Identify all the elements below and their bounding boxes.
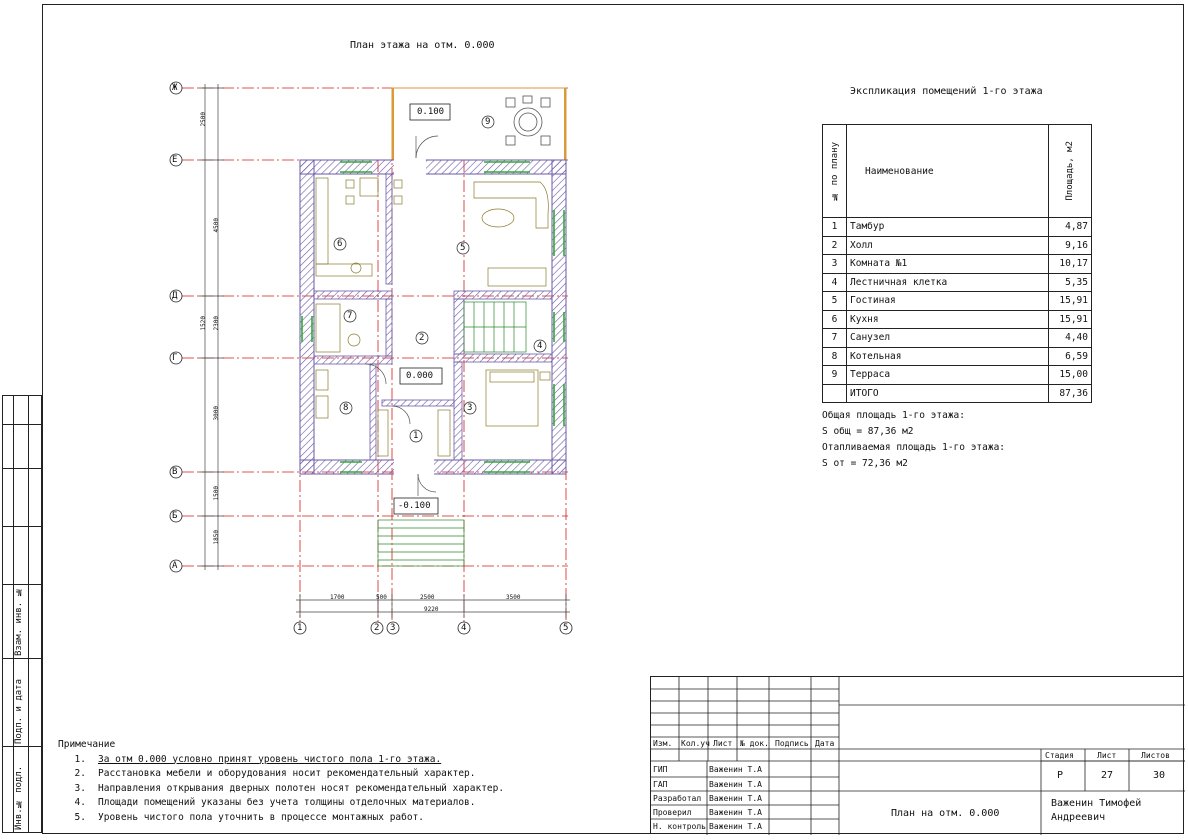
sheets-label: Листов — [1141, 751, 1170, 760]
entrance-steps — [378, 520, 464, 566]
windows — [302, 162, 564, 472]
table-row — [823, 236, 1092, 255]
notes-title: Примечание — [58, 739, 116, 750]
drawing-title: План на отм. 0.000 — [891, 808, 1000, 819]
dim-h-2: 500 — [376, 594, 387, 601]
notes-section — [58, 738, 504, 825]
row-area: 6,59 — [1049, 347, 1092, 366]
sheets-value: 30 — [1153, 770, 1166, 781]
note-number: 5. — [74, 811, 86, 823]
role-name: Важенин Т.А — [709, 794, 762, 803]
row-area: 15,91 — [1049, 292, 1092, 311]
header-date: Дата — [815, 739, 835, 748]
row-number: 3 — [823, 255, 847, 274]
row-name: Кухня — [847, 310, 1049, 329]
axis-label-4: 4 — [461, 623, 467, 633]
table-row — [823, 255, 1092, 274]
dim-v-1: 2500 — [200, 112, 207, 127]
note-text: Уровень чистого пола уточнить в процессе монтажных работ. — [98, 811, 425, 823]
row-name: Санузел — [847, 329, 1049, 348]
table-row — [823, 292, 1092, 311]
room-number-9: 9 — [485, 117, 491, 127]
row-number — [823, 384, 847, 403]
axis-label-Zh: Ж — [172, 83, 178, 93]
note-item — [58, 782, 504, 797]
staircase — [464, 302, 526, 352]
table-row — [823, 218, 1092, 237]
col-header-name: Наименование — [847, 125, 1049, 218]
note-item — [58, 811, 504, 826]
axis-label-E: Е — [172, 155, 178, 165]
axis-label-D: Д — [172, 291, 178, 301]
summary-heated-label: Отапливаемая площадь 1-го этажа: — [822, 442, 1006, 453]
role-name: Важенин Т.А — [709, 765, 762, 774]
strip-label-signature-date: Подп. и дата — [14, 678, 24, 744]
author-name: Важенин Тимофей Андреевич — [1051, 798, 1142, 823]
sheet-label: Лист — [1097, 751, 1117, 760]
stage-label: Стадия — [1045, 751, 1074, 760]
note-text: За отм 0.000 условно принят уровень чистого пола 1-го этажа. — [98, 753, 442, 765]
row-number: 6 — [823, 310, 847, 329]
axis-label-G: Г — [172, 353, 178, 363]
row-area: 4,87 — [1049, 218, 1092, 237]
row-number: 2 — [823, 236, 847, 255]
dim-v-2: 4500 — [213, 218, 220, 233]
note-item — [58, 767, 504, 782]
dim-total: 9220 — [424, 606, 439, 613]
row-number: 9 — [823, 366, 847, 385]
strip-label-inventory: Инв.№ подл. — [14, 765, 24, 830]
axis-label-2: 2 — [374, 623, 380, 633]
header-doc: № док. — [740, 739, 769, 748]
axis-label-V: В — [172, 467, 178, 477]
row-number: 8 — [823, 347, 847, 366]
note-text: Расстановка мебели и оборудования носит рекомендательный характер. — [98, 768, 476, 779]
row-area: 87,36 — [1049, 384, 1092, 403]
dim-h-3: 2500 — [420, 594, 435, 601]
axis-label-5: 5 — [563, 623, 569, 633]
explication-header-row — [823, 125, 1092, 218]
axis-label-1: 1 — [297, 623, 303, 633]
room-number-1: 1 — [413, 431, 419, 441]
row-name: Котельная — [847, 347, 1049, 366]
strip-label-replacement: Взам. инв. № — [14, 586, 24, 656]
note-number: 4. — [74, 797, 86, 808]
row-number: 7 — [823, 329, 847, 348]
col-header-area: Площадь, м2 — [1065, 141, 1075, 201]
explication-table — [822, 124, 1092, 403]
dim-h-4: 3500 — [506, 594, 521, 601]
table-row — [823, 273, 1092, 292]
room-number-7: 7 — [347, 311, 353, 321]
header-izm: Изм. — [653, 739, 673, 748]
table-row — [823, 310, 1092, 329]
row-name: Терраса — [847, 366, 1049, 385]
summary-total-label: Общая площадь 1-го этажа: — [822, 410, 965, 421]
row-number: 5 — [823, 292, 847, 311]
dim-v-3: 1520 — [200, 316, 207, 331]
row-area: 4,40 — [1049, 329, 1092, 348]
note-item — [58, 796, 504, 811]
level-mark-terrace: 0.100 — [417, 107, 445, 117]
summary-total-value: S общ = 87,36 м2 — [822, 426, 914, 437]
table-row — [823, 366, 1092, 385]
note-text: Площади помещений указаны без учета толщины отделочных материалов. — [98, 797, 476, 808]
header-sign: Подпись — [775, 739, 809, 748]
doors — [366, 136, 438, 496]
room-number-6: 6 — [337, 239, 343, 249]
row-number: 1 — [823, 218, 847, 237]
dim-v-4: 2300 — [213, 316, 220, 331]
note-item — [58, 753, 504, 768]
axis-label-B: Б — [172, 511, 178, 521]
room-number-5: 5 — [460, 243, 466, 253]
row-area: 15,00 — [1049, 366, 1092, 385]
row-area: 10,17 — [1049, 255, 1092, 274]
role-name: Важенин Т.А — [709, 822, 762, 831]
note-number: 2. — [74, 768, 86, 779]
col-header-number: № по плану — [829, 141, 840, 201]
dim-v-6: 1500 — [213, 486, 220, 501]
explication-title: Экспликация помещений 1-го этажа — [850, 86, 1043, 97]
room-number-2: 2 — [419, 333, 425, 343]
room-number-8: 8 — [343, 403, 349, 413]
role-label: Проверил — [653, 808, 692, 817]
row-name: Тамбур — [847, 218, 1049, 237]
level-mark-floor: 0.000 — [406, 371, 434, 381]
role-label: Н. контроль — [653, 822, 706, 831]
role-label: ГАП — [653, 780, 668, 789]
role-name: Важенин Т.А — [709, 808, 762, 817]
role-name: Важенин Т.А — [709, 780, 762, 789]
header-list: Лист — [713, 739, 733, 748]
note-number: 3. — [74, 782, 86, 794]
header-kol: Кол.уч — [681, 739, 710, 748]
dim-v-5: 3000 — [213, 406, 220, 421]
table-row-total — [823, 384, 1092, 403]
row-name: Лестничная клетка — [847, 273, 1049, 292]
row-area: 9,16 — [1049, 236, 1092, 255]
role-label: Разработал — [653, 794, 702, 803]
note-number: 1. — [74, 753, 86, 765]
plan-title: План этажа на отм. 0.000 — [350, 40, 495, 51]
row-name: ИТОГО — [847, 384, 1049, 403]
room-number-3: 3 — [467, 403, 473, 413]
axis-label-3: 3 — [390, 623, 396, 633]
summary-heated-value: S от = 72,36 м2 — [822, 458, 908, 469]
level-mark-entrance: -0.100 — [398, 501, 431, 511]
sheet-value: 27 — [1101, 770, 1114, 781]
row-name: Гостиная — [847, 292, 1049, 311]
title-block — [650, 676, 1184, 834]
room-number-4: 4 — [537, 341, 543, 351]
row-number: 4 — [823, 273, 847, 292]
row-name: Комната №1 — [847, 255, 1049, 274]
row-area: 5,35 — [1049, 273, 1092, 292]
role-label: ГИП — [653, 765, 668, 774]
row-area: 15,91 — [1049, 310, 1092, 329]
table-row — [823, 347, 1092, 366]
axis-label-A: А — [172, 561, 178, 571]
table-row — [823, 329, 1092, 348]
row-name: Холл — [847, 236, 1049, 255]
note-text: Направления открывания дверных полотен носят рекомендательный характер. — [98, 782, 505, 794]
dim-v-7: 1850 — [213, 530, 220, 545]
stage-value: Р — [1057, 770, 1064, 781]
dim-h-1: 1700 — [330, 594, 345, 601]
terrace-table-icon — [506, 96, 550, 145]
